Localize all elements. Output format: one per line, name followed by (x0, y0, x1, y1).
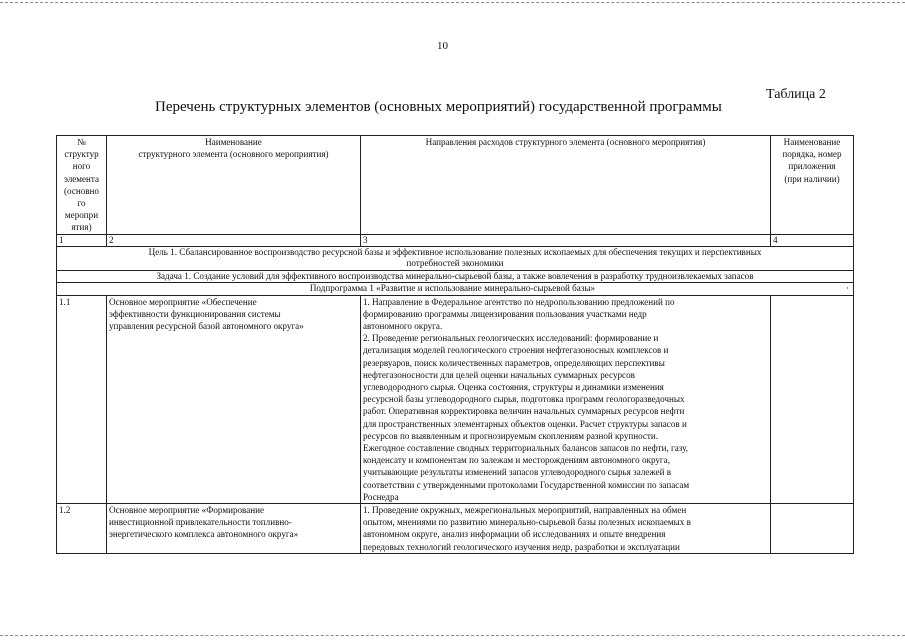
row-number: 1.1 (57, 295, 107, 503)
subprogram-text: Подпрограмма 1 «Развитие и использование минерально-сырьевой базы» (309, 283, 596, 294)
column-numbers-row (57, 234, 854, 246)
subprogram-cell (57, 283, 854, 296)
row-appendix (771, 504, 854, 554)
structural-elements-table (56, 135, 854, 554)
margin-mark: · (845, 283, 849, 294)
task-text: Задача 1. Создание условий для эффективного воспроизводства минерально-сырьевой базы, а также вовлечения в разработку трудноизвлекаемых запасов (57, 270, 854, 283)
table-label: Таблица 2 (766, 87, 826, 102)
row-directions: 1. Проведение окружных, межрегиональных мероприятий, направленных на обмен опытом, мнениями по развитию минерально-сырьевой базы полезных ископаемых в автономном округе, анализ информации об исследованиях и опыте внедрения передовых технологий геологического изучения недр, разработки и эксплуатации (361, 504, 771, 554)
column-number: 4 (771, 234, 854, 246)
column-number: 3 (361, 234, 771, 246)
header-appendix: Наименование порядка, номер приложения (при наличии) (771, 136, 854, 235)
header-expense-directions: Направления расходов структурного элемента (основного мероприятия) (361, 136, 771, 235)
row-number: 1.2 (57, 504, 107, 554)
table-row (57, 295, 854, 503)
row-element-name: Основное мероприятие «Обеспечение эффективности функционирования системы управления ресурсной базой автономного округа» (107, 295, 361, 503)
goal-text: Цель 1. Сбалансированное воспроизводство ресурсной базы и эффективное использование полезных ископаемых для обеспечения текущих и перспективных потребностей экономики (57, 246, 854, 270)
page-number: 10 (437, 40, 448, 52)
header-element-name: Наименование структурного элемента (основного мероприятия) (107, 136, 361, 235)
column-number: 1 (57, 234, 107, 246)
task-row (57, 270, 854, 283)
subprogram-row (57, 283, 854, 296)
document-title: Перечень структурных элементов (основных мероприятий) государственной программы (155, 99, 722, 115)
header-row (57, 136, 854, 235)
goal-row (57, 246, 854, 270)
row-directions: 1. Направление в Федеральное агентство по недропользованию предложений по формированию программы лицензирования пользования участками недр автономного округа. 2. Проведение региональных геологических исследований: формирование и детализация моделей геологического строения нефтегазоносных комплексов и резервуаров, поиск количественных параметров, определяющих перспективы нефтегазоносности для целей оценки начальных суммарных ресурсов углеводородного сырья. Оценка состояния, структуры и динамики изменения ресурсной базы углеводородного сырья, подготовка программ геологоразведочных работ. Оперативная корректировка величин начальных суммарных ресурсов нефти для пространственных элементарных объектов оценки. Расчет структуры запасов и ресурсов по выявленным и прогнозируемым скоплениям разной крупности. Ежегодное составление сводных территориальных балансов запасов по нефти, газу, конденсату и компонентам по залежам и месторождениям автономного округа, учитывающие результаты изменений запасов углеводородного сырья залежей в соответствии с утвержденными протоколами Государственной комиссии по запасам Роснедра (361, 295, 771, 503)
header-element-number: № структур ного элемента (основно го меропри ятия) (57, 136, 107, 235)
scan-top-edge (0, 2, 905, 4)
table-row (57, 504, 854, 554)
row-appendix (771, 295, 854, 503)
row-element-name: Основное мероприятие «Формирование инвестиционной привлекательности топливно- энергетического комплекса автономного округа» (107, 504, 361, 554)
column-number: 2 (107, 234, 361, 246)
scan-bottom-edge (0, 635, 905, 637)
